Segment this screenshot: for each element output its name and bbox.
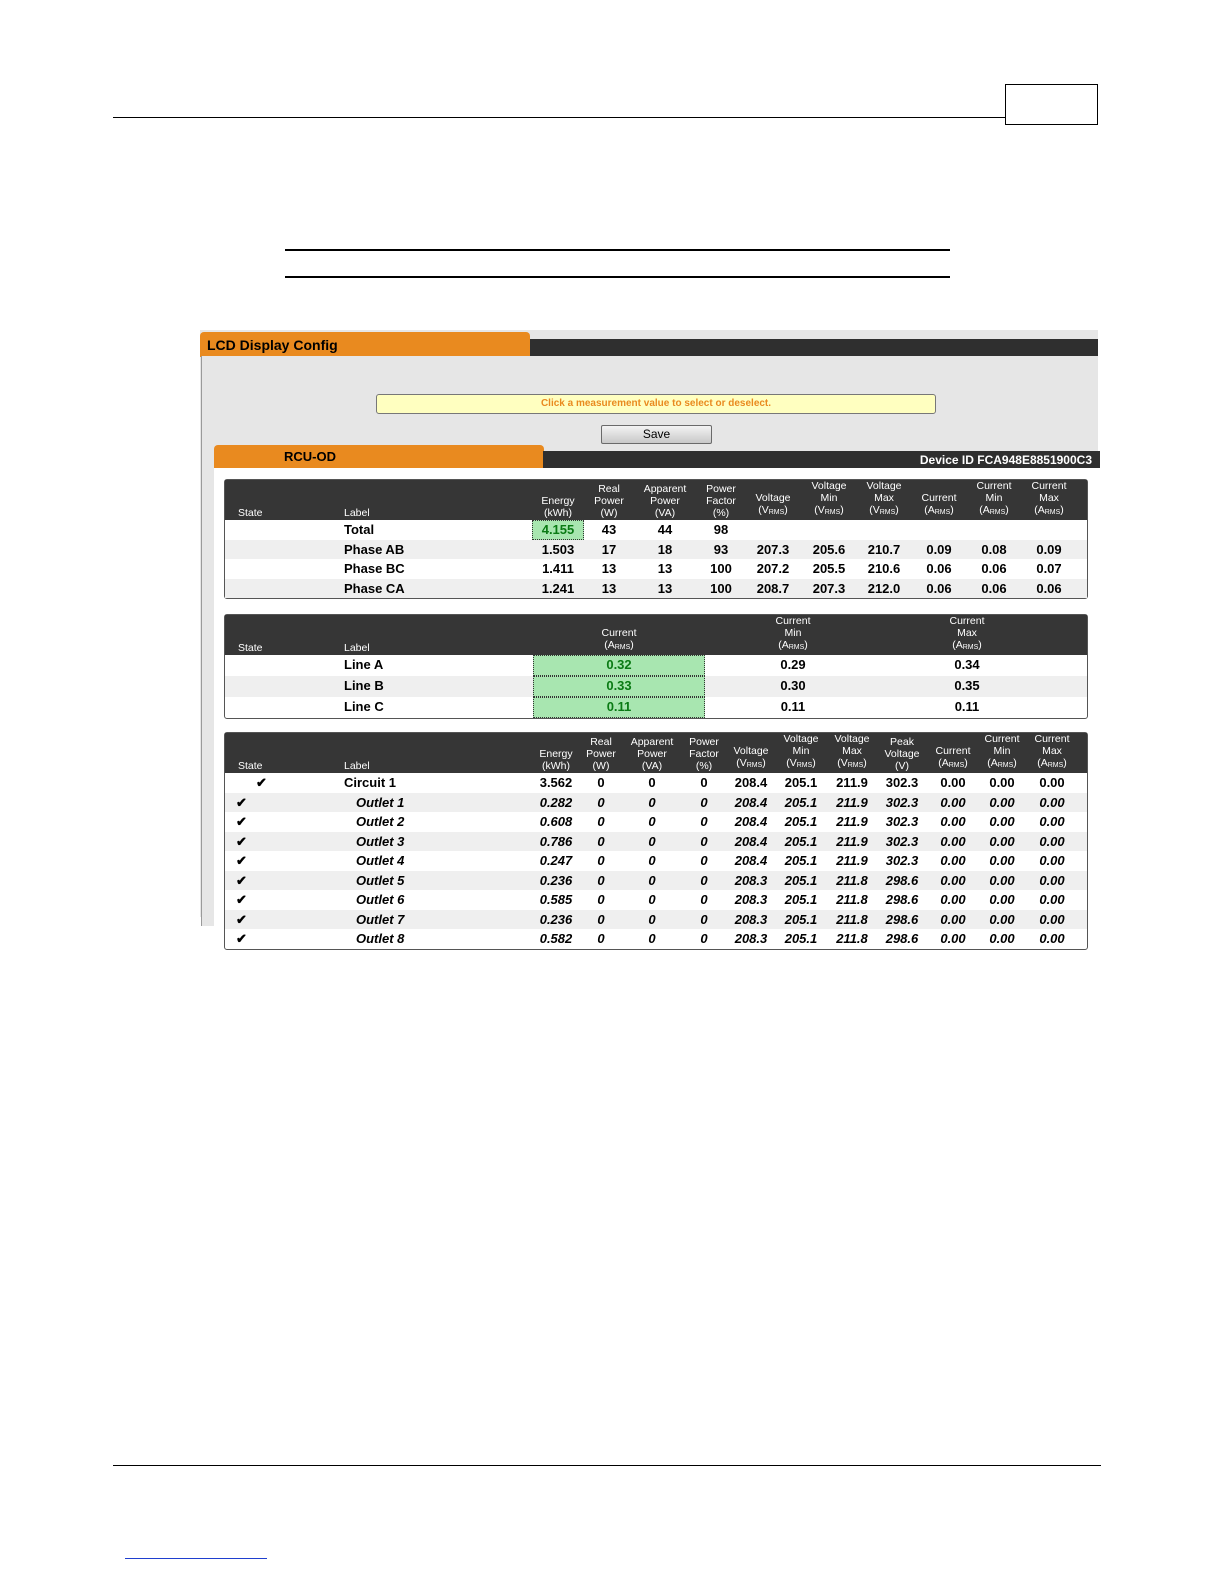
save-button[interactable]: Save (601, 425, 712, 444)
value-apparent[interactable]: 13 (657, 580, 673, 596)
value-pf[interactable]: 93 (713, 541, 729, 557)
value-voltage[interactable]: 208.4 (734, 814, 768, 829)
row-label: Outlet 4 (356, 853, 405, 868)
value-apparent[interactable]: 44 (657, 522, 673, 537)
value-apparent[interactable]: 0 (648, 775, 656, 790)
value-cmin[interactable]: 0.06 (981, 580, 1007, 596)
value-pf[interactable]: 0 (700, 911, 708, 927)
value-energy[interactable]: 3.562 (539, 775, 573, 790)
value-peak[interactable]: 298.6 (885, 872, 919, 888)
value-real[interactable]: 0 (597, 853, 605, 868)
column-header-label: Label (344, 507, 370, 519)
value-apparent[interactable]: 0 (648, 814, 656, 829)
value-vmin[interactable]: 205.6 (812, 541, 846, 557)
value-peak[interactable]: 298.6 (885, 931, 919, 946)
column-header-state: State (238, 642, 263, 654)
value-real[interactable]: 0 (597, 911, 605, 927)
value-current[interactable]: 0.32 (533, 655, 705, 676)
value-pf[interactable]: 0 (700, 853, 708, 868)
value-energy[interactable]: 0.582 (539, 931, 573, 946)
state-check-icon[interactable]: ✔ (236, 872, 247, 888)
row-label: Total (344, 522, 375, 537)
value-current[interactable]: 0.06 (926, 561, 952, 576)
value-energy[interactable]: 1.503 (541, 541, 575, 557)
table-row (225, 812, 1087, 832)
header-rule (113, 117, 1005, 118)
table-row (225, 929, 1087, 949)
value-cmax[interactable]: 0.11 (954, 699, 980, 714)
value-apparent[interactable]: 0 (648, 794, 656, 810)
hint-banner: Click a measurement value to select or deselect. (376, 394, 936, 414)
table-row (225, 676, 1087, 697)
value-peak[interactable]: 302.3 (885, 794, 919, 810)
value-vmax[interactable]: 211.8 (836, 872, 868, 888)
table-header (225, 733, 1087, 773)
value-peak[interactable]: 298.6 (885, 892, 919, 907)
value-real[interactable]: 43 (601, 522, 617, 537)
value-cmin[interactable]: 0.29 (780, 657, 806, 672)
state-check-icon[interactable]: ✔ (236, 814, 247, 829)
value-current[interactable]: 0.33 (533, 676, 705, 697)
value-cmin[interactable]: 0.00 (989, 931, 1015, 946)
value-cmax[interactable]: 0.00 (1039, 814, 1065, 829)
row-label: Line A (344, 657, 384, 672)
row-label: Outlet 5 (356, 872, 405, 888)
value-cmax[interactable]: 0.00 (1039, 833, 1065, 849)
value-pf[interactable]: 0 (700, 833, 708, 849)
value-energy[interactable]: 0.786 (539, 833, 573, 849)
page-number-box (1005, 84, 1098, 125)
row-label: Outlet 1 (356, 794, 405, 810)
column-header-energy: Energy (kWh) (541, 495, 575, 519)
value-energy[interactable]: 0.236 (539, 872, 573, 888)
value-voltage[interactable]: 207.2 (756, 561, 790, 576)
value-current[interactable]: 0.00 (940, 853, 966, 868)
column-header-peak: Peak Voltage (V) (884, 736, 920, 772)
value-energy[interactable]: 1.241 (541, 580, 575, 596)
column-header-real: Real Power (W) (586, 736, 616, 772)
state-check-icon[interactable]: ✔ (236, 931, 247, 946)
value-cmax[interactable] (1019, 520, 1079, 540)
column-header-real: Real Power (W) (594, 483, 624, 519)
title-rule-bottom (285, 276, 950, 278)
value-peak[interactable]: 302.3 (885, 775, 919, 790)
table-row (225, 559, 1087, 579)
value-pf[interactable]: 0 (700, 892, 708, 907)
value-vmax[interactable]: 211.8 (836, 911, 868, 927)
value-voltage[interactable]: 208.4 (734, 775, 768, 790)
value-energy[interactable]: 4.155 (532, 520, 584, 540)
table-row (225, 910, 1087, 930)
value-cmax[interactable]: 0.07 (1036, 561, 1062, 576)
value-cmin[interactable]: 0.00 (989, 872, 1015, 888)
value-current[interactable]: 0.00 (940, 892, 966, 907)
table-row (225, 793, 1087, 813)
value-real[interactable]: 0 (597, 775, 605, 790)
value-current[interactable]: 0.06 (926, 580, 952, 596)
column-header-vmax: Voltage Max $(V_{RMS})$ (866, 480, 902, 516)
value-real[interactable]: 0 (597, 931, 605, 946)
value-voltage[interactable]: 208.3 (734, 931, 768, 946)
value-vmin[interactable]: 205.5 (812, 561, 846, 576)
table-header (225, 615, 1087, 655)
value-cmax[interactable]: 0.00 (1039, 931, 1065, 946)
state-check-icon[interactable]: ✔ (236, 794, 247, 810)
column-header-label: Label (344, 642, 370, 654)
value-current[interactable]: 0.00 (940, 911, 966, 927)
value-vmax[interactable]: 212.0 (867, 580, 901, 596)
value-current[interactable]: 0.00 (940, 775, 966, 790)
row-label: Outlet 6 (356, 892, 405, 907)
value-real[interactable]: 13 (601, 580, 617, 596)
value-vmin[interactable]: 205.1 (784, 853, 818, 868)
row-label: Outlet 3 (356, 833, 405, 849)
column-header-pf: Power Factor (%) (689, 736, 719, 772)
value-vmin[interactable]: 205.1 (784, 814, 818, 829)
value-current[interactable]: 0.00 (940, 833, 966, 849)
value-cmin[interactable]: 0.00 (989, 814, 1015, 829)
value-energy[interactable]: 0.585 (539, 892, 573, 907)
value-voltage[interactable]: 208.7 (756, 580, 790, 596)
value-real[interactable]: 13 (601, 561, 617, 576)
row-label: Circuit 1 (344, 775, 397, 790)
value-energy[interactable]: 1.411 (542, 561, 574, 576)
value-cmin[interactable]: 0.06 (981, 561, 1007, 576)
value-vmin[interactable]: 205.1 (784, 794, 818, 810)
column-header-cmax: Current Max $(A_{RMS})$ (1034, 733, 1070, 769)
value-vmax[interactable]: 211.9 (836, 775, 868, 790)
value-real[interactable]: 0 (597, 833, 605, 849)
value-current[interactable]: 0.00 (940, 794, 966, 810)
value-peak[interactable]: 302.3 (885, 853, 919, 868)
row-label: Phase AB (344, 541, 405, 557)
value-vmax[interactable]: 211.9 (836, 794, 868, 810)
column-header-cmax: Current Max $(A_{RMS})$ (1031, 480, 1067, 516)
value-pf[interactable]: 100 (710, 561, 732, 576)
column-header-vmin: Voltage Min $(V_{RMS})$ (811, 480, 847, 516)
value-cmin[interactable]: 0.00 (989, 853, 1015, 868)
value-vmax[interactable]: 210.6 (867, 561, 901, 576)
value-peak[interactable]: 302.3 (885, 833, 919, 849)
config-panel (201, 356, 1098, 946)
state-check-icon[interactable]: ✔ (256, 775, 267, 790)
row-label: Line B (344, 678, 384, 693)
value-real[interactable]: 17 (601, 541, 617, 557)
column-header-vmax: Voltage Max $(V_{RMS})$ (834, 733, 870, 769)
value-cmin[interactable] (964, 520, 1024, 540)
value-vmax[interactable]: 211.9 (836, 853, 868, 868)
value-cmin[interactable]: 0.00 (989, 794, 1015, 810)
lcd-display-config-screenshot (200, 330, 1098, 946)
value-current[interactable]: 0.11 (533, 697, 705, 718)
table-row (225, 520, 1087, 540)
footer-rule (113, 1465, 1101, 1466)
circuit-outlet-table (224, 732, 1088, 950)
value-cmin[interactable]: 0.00 (989, 892, 1015, 907)
column-header-state: State (238, 760, 263, 772)
table-row (225, 540, 1087, 560)
value-pf[interactable]: 98 (713, 522, 729, 537)
value-pf[interactable]: 0 (700, 814, 708, 829)
value-voltage[interactable]: 208.4 (734, 833, 768, 849)
column-header-cmin: Current Min $(A_{RMS})$ (775, 615, 811, 651)
value-real[interactable]: 0 (597, 794, 605, 810)
value-cmax[interactable]: 0.06 (1036, 580, 1062, 596)
device-id-bar: Device ID FCA948E8851900C3 (543, 451, 1100, 469)
value-vmax[interactable]: 211.8 (836, 931, 868, 946)
device-panel (214, 468, 1100, 948)
value-current[interactable]: 0.00 (940, 931, 966, 946)
value-cmax[interactable]: 0.00 (1039, 892, 1065, 907)
value-current[interactable] (909, 520, 969, 540)
state-check-icon[interactable]: ✔ (236, 853, 247, 868)
line-current-table (224, 614, 1088, 719)
column-header-apparent: Apparent Power (VA) (643, 483, 687, 519)
column-header-cmin: Current Min $(A_{RMS})$ (976, 480, 1012, 516)
value-apparent[interactable]: 18 (657, 541, 673, 557)
column-header-state: State (238, 507, 263, 519)
table-row (225, 773, 1087, 793)
table-row (225, 579, 1087, 599)
value-cmax[interactable]: 0.09 (1036, 541, 1062, 557)
value-voltage[interactable]: 207.3 (756, 541, 790, 557)
table-row (225, 871, 1087, 891)
value-current[interactable]: 0.00 (940, 814, 966, 829)
value-vmin[interactable] (799, 520, 859, 540)
value-current[interactable]: 0.09 (926, 541, 952, 557)
value-vmin[interactable]: 205.1 (784, 911, 818, 927)
value-vmin[interactable]: 205.1 (784, 892, 818, 907)
value-cmax[interactable]: 0.00 (1039, 775, 1065, 790)
value-vmin[interactable]: 205.1 (784, 872, 818, 888)
value-voltage[interactable]: 208.3 (734, 872, 768, 888)
value-real[interactable]: 0 (597, 892, 605, 907)
value-energy[interactable]: 0.282 (539, 794, 573, 810)
value-cmin[interactable]: 0.00 (989, 775, 1015, 790)
value-cmax[interactable]: 0.35 (954, 678, 980, 693)
column-header-energy: Energy (kWh) (539, 748, 573, 772)
row-label: Phase BC (344, 561, 405, 576)
row-label: Outlet 7 (356, 911, 405, 927)
column-header-apparent: Apparent Power (VA) (630, 736, 674, 772)
table-row (225, 697, 1087, 718)
value-cmax[interactable]: 0.00 (1039, 911, 1065, 927)
value-pf[interactable]: 0 (700, 872, 708, 888)
footer-link-underline[interactable] (125, 1558, 267, 1559)
value-vmax[interactable]: 210.7 (867, 541, 901, 557)
state-check-icon[interactable]: ✔ (236, 911, 247, 927)
value-apparent[interactable]: 0 (648, 833, 656, 849)
value-voltage[interactable] (743, 520, 803, 540)
row-label: Outlet 2 (356, 814, 405, 829)
column-header-voltage: Voltage $(V_{RMS})$ (755, 492, 791, 516)
table-row (225, 890, 1087, 910)
value-apparent[interactable]: 0 (648, 931, 656, 946)
table-row (225, 851, 1087, 871)
value-pf[interactable]: 0 (700, 794, 708, 810)
value-pf[interactable]: 0 (700, 775, 708, 790)
column-header-current: Current $(A_{RMS})$ (921, 492, 957, 516)
value-vmax[interactable]: 211.9 (836, 814, 868, 829)
value-apparent[interactable]: 0 (648, 853, 656, 868)
lcd-display-config-tab[interactable]: LCD Display Config (200, 332, 530, 357)
column-header-cmin: Current Min $(A_{RMS})$ (984, 733, 1020, 769)
value-cmin[interactable]: 0.30 (780, 678, 806, 693)
column-header-current: Current $(A_{RMS})$ (601, 627, 637, 651)
value-cmin[interactable]: 0.00 (989, 833, 1015, 849)
value-cmax[interactable]: 0.00 (1039, 872, 1065, 888)
device-tab[interactable]: RCU-OD (214, 445, 544, 469)
value-energy[interactable]: 0.236 (539, 911, 573, 927)
column-header-voltage: Voltage $(V_{RMS})$ (733, 745, 769, 769)
value-vmax[interactable] (854, 520, 914, 540)
column-header-label: Label (344, 760, 370, 772)
column-header-cmax: Current Max $(A_{RMS})$ (949, 615, 985, 651)
value-cmin[interactable]: 0.11 (780, 699, 806, 714)
value-pf[interactable]: 100 (710, 580, 732, 596)
column-header-pf: Power Factor (%) (706, 483, 736, 519)
value-real[interactable]: 0 (597, 814, 605, 829)
value-voltage[interactable]: 208.4 (734, 794, 768, 810)
table-row (225, 832, 1087, 852)
value-pf[interactable]: 0 (700, 931, 708, 946)
value-peak[interactable]: 302.3 (885, 814, 919, 829)
value-peak[interactable]: 298.6 (885, 911, 919, 927)
value-cmin[interactable]: 0.08 (981, 541, 1007, 557)
row-label: Outlet 8 (356, 931, 405, 946)
value-cmax[interactable]: 0.00 (1039, 794, 1065, 810)
value-apparent[interactable]: 0 (648, 872, 656, 888)
row-label: Line C (344, 699, 384, 714)
value-vmin[interactable]: 205.1 (784, 833, 818, 849)
value-vmin[interactable]: 207.3 (812, 580, 846, 596)
row-label: Phase CA (344, 580, 405, 596)
column-header-current: Current $(A_{RMS})$ (935, 745, 971, 769)
value-voltage[interactable]: 208.3 (734, 911, 768, 927)
value-current[interactable]: 0.00 (940, 872, 966, 888)
column-header-vmin: Voltage Min $(V_{RMS})$ (783, 733, 819, 769)
table-row (225, 655, 1087, 676)
top-bar (530, 339, 1098, 357)
value-real[interactable]: 0 (597, 872, 605, 888)
table-header (225, 480, 1087, 520)
value-vmin[interactable]: 205.1 (784, 775, 818, 790)
state-check-icon[interactable]: ✔ (236, 833, 247, 849)
value-vmax[interactable]: 211.9 (836, 833, 868, 849)
phase-measurements-table (224, 479, 1088, 599)
value-vmax[interactable]: 211.8 (836, 892, 868, 907)
value-cmin[interactable]: 0.00 (989, 911, 1015, 927)
state-check-icon[interactable]: ✔ (236, 892, 247, 907)
value-voltage[interactable]: 208.4 (734, 853, 768, 868)
value-apparent[interactable]: 0 (648, 892, 656, 907)
value-voltage[interactable]: 208.3 (734, 892, 768, 907)
value-apparent[interactable]: 13 (657, 561, 673, 576)
value-vmin[interactable]: 205.1 (784, 931, 818, 946)
value-cmax[interactable]: 0.34 (954, 657, 980, 672)
value-cmax[interactable]: 0.00 (1039, 853, 1065, 868)
value-energy[interactable]: 0.608 (539, 814, 573, 829)
value-apparent[interactable]: 0 (648, 911, 656, 927)
value-energy[interactable]: 0.247 (539, 853, 573, 868)
title-rule-top (285, 249, 950, 251)
